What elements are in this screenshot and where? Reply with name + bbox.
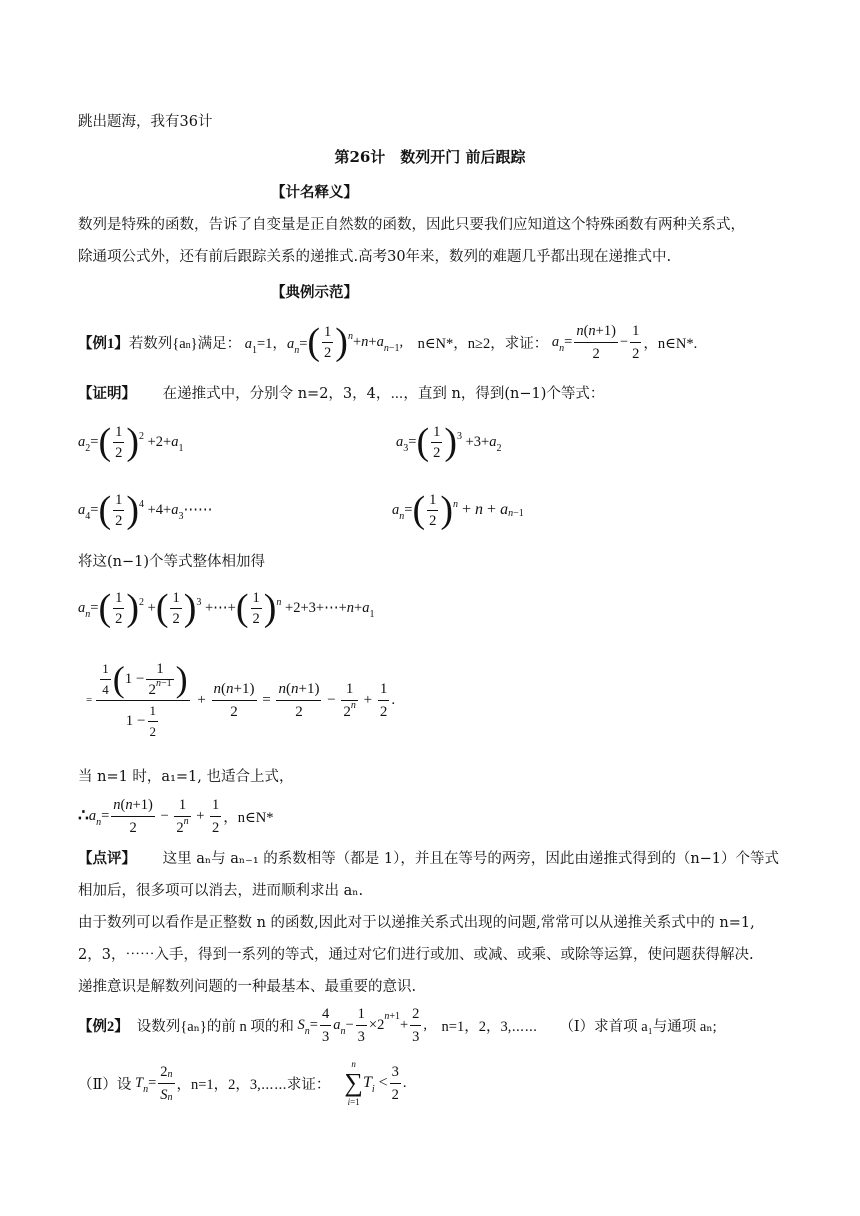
equation-a2: $a_2=$ ( $\frac{1}{2}$ ) 2 $+2+a_1$ bbox=[78, 421, 184, 463]
page-title: 第26计 数列开门 前后跟踪 bbox=[334, 148, 526, 166]
meaning-line-2: 除通项公式外，还有前后跟踪关系的递推式.高考30年来，数列的难题几乎都出现在递推式中. bbox=[78, 249, 672, 265]
example1-label: 【例1】 bbox=[78, 335, 129, 352]
example2-label: 【例2】 bbox=[78, 1018, 129, 1035]
section-heading-examples: 【典例示范】 bbox=[271, 284, 358, 301]
example2-part2: （Ⅱ）设 $T_n=$ $\frac{2_n}{S_n}$ ，n=1，2，3,⋯⋯求证： n ∑ i=1 Ti < $\frac{3}{2}$ . bbox=[78, 1059, 407, 1107]
comment-line-4: 2，3，⋯⋯入手，得到一系列的等式，通过对它们进行或加、或减、或乘、或除等运算，使问题获得解决. bbox=[78, 947, 754, 963]
equation-therefore: ∴ $a_n=$ $\frac{n(n+1)}{2}$ − $\frac{1}{2^n}$ + $\frac{1}{2}$ ，n∈N* bbox=[78, 792, 273, 840]
page-header: 跳出题海，我有36计 bbox=[78, 114, 213, 130]
equation-sum-result: = $\frac{1}{4}$ ( 1 − $\frac{1}{2^{n-1}}$ ) 1 − $\frac{1}{2}$ + $\frac{n(n+1)}{2}$ = $\frac{n(n+1)}{2}$ − $\frac{1}{2^n}$ + $\frac{1}{2}$ . bbox=[86, 659, 396, 739]
equation-an: $a_n=$ ( $\frac{1}{2}$ ) n + n + a n−1 bbox=[392, 489, 524, 531]
comment-line-3: 由于数列可以看作是正整数 n 的函数,因此对于以递推关系式出现的问题,常常可以从递推关系式中的 n=1, bbox=[78, 915, 755, 931]
comment-line-2: 相加后，很多项可以消去，进而顺利求出 aₙ. bbox=[78, 883, 364, 899]
equation-a4: $a_4=$ ( $\frac{1}{2}$ ) 4 $+4+a_3\cdots\cdots$ bbox=[78, 489, 213, 531]
comment-label: 【点评】 bbox=[78, 850, 136, 867]
comment-line-1: 【点评】 这里 aₙ与 aₙ₋₁ 的系数相等（都是 1），并且在等号的两旁，因此由递推式得到的（n−1）个等式 bbox=[78, 850, 780, 867]
comment-line-5: 递推意识是解数列问题的一种最基本、最重要的意识. bbox=[78, 979, 417, 995]
sigma-symbol: n ∑ i=1 bbox=[344, 1059, 363, 1107]
equation-a3: $a_3=$ ( $\frac{1}{2}$ ) 3 $+3+a_2$ bbox=[396, 421, 502, 463]
equation-sum: $a_n=$ ( $\frac{1}{2}$ ) 2 + ( $\frac{1}{2}$ ) 3 +⋯+ ( $\frac{1}{2}$ ) n $+2+3+\cdots+n+a_1$ bbox=[78, 587, 375, 629]
section-heading-meaning: 【计名释义】 bbox=[271, 184, 358, 201]
proof-label: 【证明】 bbox=[78, 385, 136, 402]
when-n-equals-1: 当 n=1 时，a₁=1, 也适合上式， bbox=[78, 769, 294, 785]
example2-statement: 【例2】 设数列{aₙ}的前 n 项的和 $S_n=$ $\frac{4}{3}$ $a_n-$ $\frac{1}{3}$ $\times 2^{n+1}+$ $\frac{2}{3}$ , n=1，2，3,⋯⋯ （Ⅰ）求首项 a₁与通项 aₙ; bbox=[78, 1000, 717, 1050]
example1-statement: 【例1】 若数列{a n }满足： $a_1=1$，$a_n=$ ( $\frac{1}{2}$ ) n $+n+a_{n-1}$, n∈N*，n≥2，求证： $a_n=$ $\frac{n(n+1)}{2}$ − $\frac{1}{2}$ ，n∈N*. bbox=[78, 321, 698, 363]
meaning-line-1: 数列是特殊的函数，告诉了自变量是正自然数的函数，因此只要我们应知道这个特殊函数有两种关系式， bbox=[78, 217, 745, 233]
sum-text: 将这(n−1)个等式整体相加得 bbox=[78, 554, 266, 570]
proof-line: 【证明】 在递推式中，分别令 n=2，3，4，⋯，直到 n，得到(n−1)个等式： bbox=[78, 385, 605, 402]
